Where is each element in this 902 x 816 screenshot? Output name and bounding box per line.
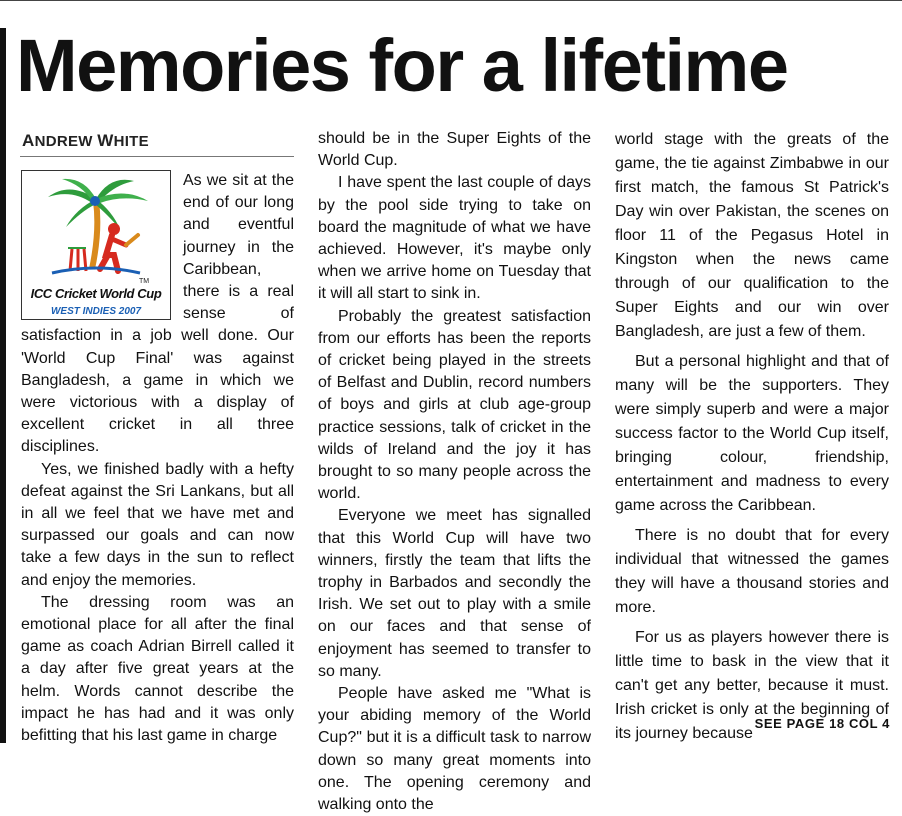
palm-tree-cricketer-icon [22, 171, 169, 283]
paragraph: should be in the Super Eights of the World Cup. [318, 130, 591, 170]
jump-line: SEE PAGE 18 COL 4 [754, 716, 890, 731]
article-column-3 [615, 128, 889, 746]
paragraph: The dressing room was an emotional place for all after the final game as coach Adrian Birrell called it a day after five great years at the helm. Words cannot describe the impact he has had and it was only befitting that his last game in charge [21, 593, 294, 745]
logo-trademark: TM [139, 278, 150, 285]
cricket-world-cup-logo [21, 170, 171, 320]
byline: ANDREW WHITE [22, 131, 149, 150]
paragraph: world stage with the greats of the game, the tie against Zimbabwe in our first match, the famous St Patrick's Day win over Pakistan, the scenes on floor 11 of the Pegasus Hotel in Kingston when the news came through of our qualification to the Super Eights and our win over Bangladesh, are just a few of them. [615, 131, 889, 340]
article-column-1 [21, 170, 294, 747]
byline-rule [20, 156, 294, 157]
paragraph: But a personal highlight and that of many will be the supporters. They were simply superb and were a major success factor to the World Cup itself, bringing colour, friendship, entertainment and madness to every game across the Caribbean. [615, 353, 889, 514]
paragraph: As we sit at the end of our long and eventful journey in the Caribbean, there is a real sense of satisfaction in a job well done. Our 'World Cup Final' was against Bangladesh, a game in which we were victorious with a display of excellent cricket in all three disciplines. [21, 172, 294, 456]
article-column-2 [318, 128, 591, 816]
paragraph: People have asked me "What is your abiding memory of the World Cup?" but it is a difficult task to narrow down so many great moments into one. The opening ceremony and walking onto the [318, 685, 591, 814]
paragraph: Probably the greatest satisfaction from our efforts has been the reports of cricket being played in the streets of Belfast and Dublin, record numbers of boys and girls at club age-group practice sessions, talk of cricket in the wilds of Ireland and the joy it has brought to so many people across the world. [318, 307, 591, 503]
top-rule [0, 0, 902, 1]
paragraph: There is no doubt that for every individual that witnessed the games they will have a thousand stories and more. [615, 527, 889, 616]
paragraph: I have spent the last couple of days by the pool side trying to take on board the magnitude of what we have achieved. However, it's maybe only when we arrive home on Tuesday that it will all start to sink in. [318, 174, 591, 303]
paragraph: Everyone we meet has signalled that this World Cup will have two winners, firstly the team that lifts the trophy in Barbados and secondly the Irish. We set out to play with a smile on our faces and that sense of enjoyment has seemed to transfer to so many. [318, 507, 591, 680]
headline: Memories for a lifetime [16, 24, 788, 107]
left-border-bar [0, 28, 6, 743]
logo-subtitle: WEST INDIES 2007 [50, 306, 142, 317]
paragraph: Yes, we finished badly with a hefty defeat against the Sri Lankans, but all in all we feel that we have met and surpassed our goals and can now take a few days in the sun to reflect and enjoy the memories. [21, 460, 294, 589]
paragraph: For us as players however there is little time to bask in the view that it can't get any better, because it must. Irish cricket is only at the beginning of its journey because [615, 629, 889, 742]
logo-title: ICC Cricket World Cup [30, 286, 162, 301]
